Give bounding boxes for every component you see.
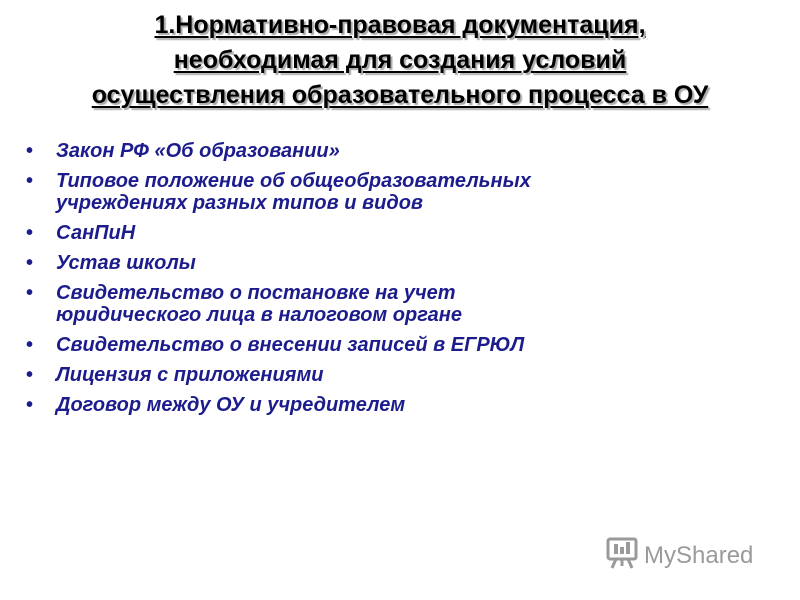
bullet-marker: • [26, 252, 34, 274]
watermark-text: MyShared [644, 542, 754, 569]
bullet-marker: • [26, 222, 34, 244]
list-item-text: СанПиН [56, 222, 136, 244]
bullet-marker: • [26, 140, 34, 162]
list-item-text: Свидетельство о внесении записей в ЕГРЮЛ [56, 334, 525, 356]
watermark-logo [606, 536, 753, 576]
bullet-list [22, 140, 782, 424]
list-item-text: Договор между ОУ и учредителем [56, 394, 406, 416]
presentation-board-icon [606, 536, 644, 577]
list-item [22, 394, 782, 416]
bullet-marker: • [26, 394, 34, 416]
list-item [22, 334, 782, 356]
list-item [22, 222, 782, 244]
title-line: 1.Нормативно-правовая документация, [154, 11, 646, 39]
title-line: осуществления образовательного процесса в ОУ [91, 81, 709, 109]
list-item-text: Лицензия с приложениями [56, 364, 324, 386]
list-item [22, 252, 782, 274]
bullet-marker: • [26, 170, 34, 192]
bullet-marker: • [26, 282, 34, 304]
bullet-marker: • [26, 364, 34, 386]
list-item-text: юридического лица в налоговом органе [56, 304, 462, 326]
list-item [22, 282, 782, 326]
list-item-text: Типовое положение об общеобразовательных [56, 170, 531, 192]
list-item-text: учреждениях разных типов и видов [56, 192, 424, 214]
list-item-text: Свидетельство о постановке на учет [56, 282, 456, 304]
bullet-marker: • [26, 334, 34, 356]
title-line: необходимая для создания условий [173, 46, 627, 74]
list-item-text: Закон РФ «Об образовании» [56, 140, 340, 162]
list-item [22, 140, 782, 162]
slide-title [0, 8, 800, 113]
list-item [22, 364, 782, 386]
list-item-text: Устав школы [56, 252, 196, 274]
list-item [22, 170, 782, 214]
